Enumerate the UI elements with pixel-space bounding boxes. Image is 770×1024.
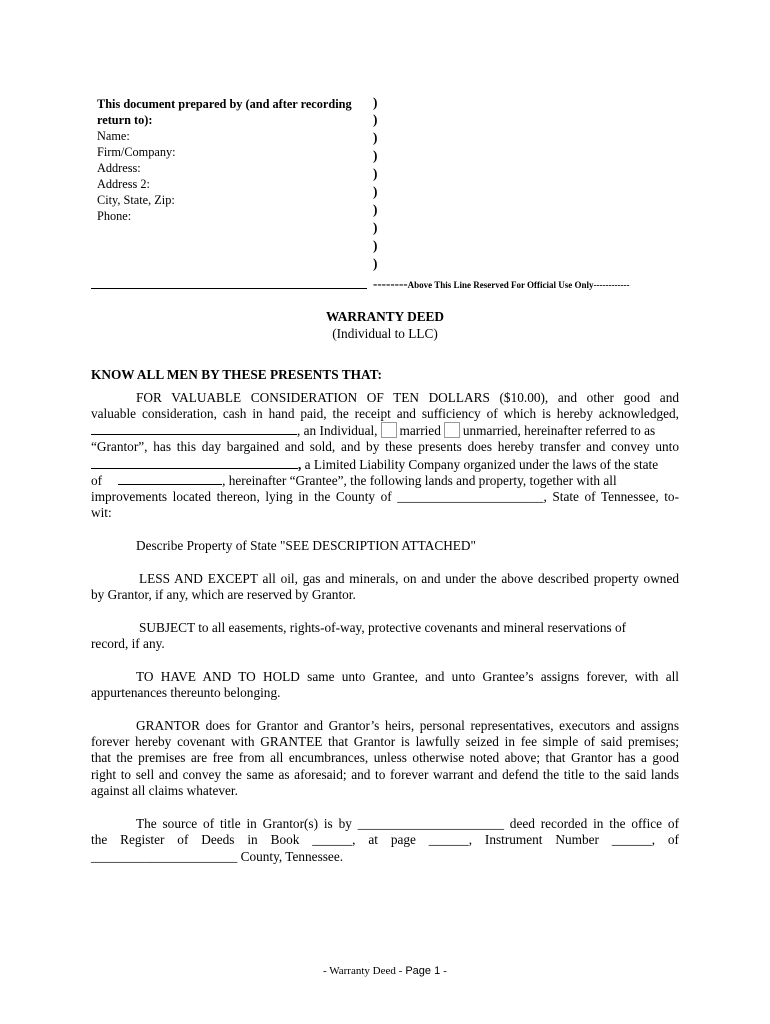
name-field-label: Name:: [97, 129, 130, 143]
convey-line: “Grantor”, has this day bargained and sold, and by these presents does hereby transfer and convey unto: [91, 439, 679, 454]
less-except-line-1: LESS AND EXCEPT all oil, gas and minerals, on and under the above described property owned: [139, 571, 679, 586]
page-footer: [0, 965, 770, 977]
married-label: married: [399, 423, 441, 438]
reserved-dashes: --------: [373, 276, 408, 291]
know-all-heading: KNOW ALL MEN BY THESE PRESENTS THAT:: [91, 367, 382, 382]
unmarried-checkbox[interactable]: [444, 422, 460, 438]
paren-mark: ): [373, 130, 378, 145]
subject-line-2: record, if any.: [91, 636, 165, 651]
llc-text: a Limited Liability Company organized under the laws of the state: [301, 457, 659, 472]
source-line-2: the Register of Deeds in Book ______, at page ______, Instrument Number ______, of: [91, 832, 679, 847]
state-line: [91, 472, 679, 489]
county-line: improvements located thereon, lying in the County of ______________________, State of Tennessee, to-: [91, 489, 679, 504]
subject-line-1: SUBJECT to all easements, rights-of-way, protective covenants and mineral reservations of: [139, 620, 627, 635]
source-line-3: ______________________ County, Tennessee.: [91, 849, 344, 864]
footer-label: - Warranty Deed -: [323, 965, 403, 977]
to-have-line-2: appurtenances thereunto belonging.: [91, 685, 281, 700]
address2-field-label: Address 2:: [97, 177, 150, 191]
prepared-by-label: This document prepared by (and after recording: [97, 97, 352, 111]
consideration-line-2: valuable consideration, cash in hand paid, the receipt and sufficiency of which is hereby acknowledged,: [91, 406, 679, 421]
page-number: Page 1: [405, 965, 441, 977]
wit-line: wit:: [91, 505, 112, 520]
married-checkbox[interactable]: [381, 422, 397, 438]
firm-field-label: Firm/Company:: [97, 145, 176, 159]
grantee-line: [91, 456, 679, 473]
paren-mark: ): [373, 95, 378, 110]
grantee-name-blank[interactable]: [91, 456, 298, 469]
reserved-tail: ------------: [593, 280, 630, 290]
covenant-line-2: forever hereby covenant with GRANTEE that Grantor is lawfully seized in fee simple of said premises;: [91, 734, 679, 749]
grantor-line: [91, 422, 679, 439]
footer-tail: -: [443, 965, 447, 977]
grantor-name-blank[interactable]: [91, 422, 297, 435]
document-subtitle: (Individual to LLC): [332, 326, 438, 341]
state-blank[interactable]: [118, 472, 222, 485]
covenant-line-5: against all claims whatever.: [91, 783, 238, 798]
document-title: WARRANTY DEED: [325, 309, 445, 324]
consideration-line-1: FOR VALUABLE CONSIDERATION OF TEN DOLLARS ($10.00), and other good and: [136, 390, 679, 405]
paren-mark: ): [373, 112, 378, 127]
paren-mark: ): [373, 184, 378, 199]
less-except-line-2: by Grantor, if any, which are reserved by Grantor.: [91, 587, 356, 602]
grantee-comma: ,: [298, 457, 302, 472]
reserved-text: Above This Line Reserved For Official Use Only: [407, 280, 594, 290]
paren-mark: ): [373, 238, 378, 253]
covenant-line-3: that the premises are free from all encumbrances, unless otherwise noted above; that Grantor has a good: [91, 750, 679, 765]
paren-mark: ): [373, 166, 378, 181]
individual-text: , an Individual,: [297, 423, 378, 438]
paren-mark: ): [373, 148, 378, 163]
paren-mark: ): [373, 220, 378, 235]
covenant-line-1: GRANTOR does for Grantor and Grantor’s heirs, personal representatives, executors and assigns: [136, 718, 679, 733]
address-field-label: Address:: [97, 161, 141, 175]
phone-field-label: Phone:: [97, 209, 132, 223]
to-have-line-1: TO HAVE AND TO HOLD same unto Grantee, and unto Grantee’s assigns forever, with all: [136, 669, 679, 684]
source-line-1: The source of title in Grantor(s) is by ______________________ deed recorded in the office of: [136, 816, 679, 831]
city-state-zip-field-label: City, State, Zip:: [97, 193, 175, 207]
recording-divider: [91, 288, 367, 289]
return-to-label: return to):: [97, 113, 153, 127]
unmarried-text: unmarried, hereinafter referred to as: [462, 423, 656, 438]
covenant-line-4: right to sell and convey the same as aforesaid; and to forever warrant and defend the title to the said lands: [91, 767, 679, 782]
of-text: of: [91, 473, 103, 488]
describe-property: Describe Property of State "SEE DESCRIPTION ATTACHED": [136, 538, 476, 553]
paren-mark: ): [373, 202, 378, 217]
hereinafter-text: , hereinafter “Grantee”, the following lands and property, together with all: [222, 473, 617, 488]
paren-mark: ): [373, 256, 378, 271]
reserved-line-notice: [373, 276, 630, 292]
